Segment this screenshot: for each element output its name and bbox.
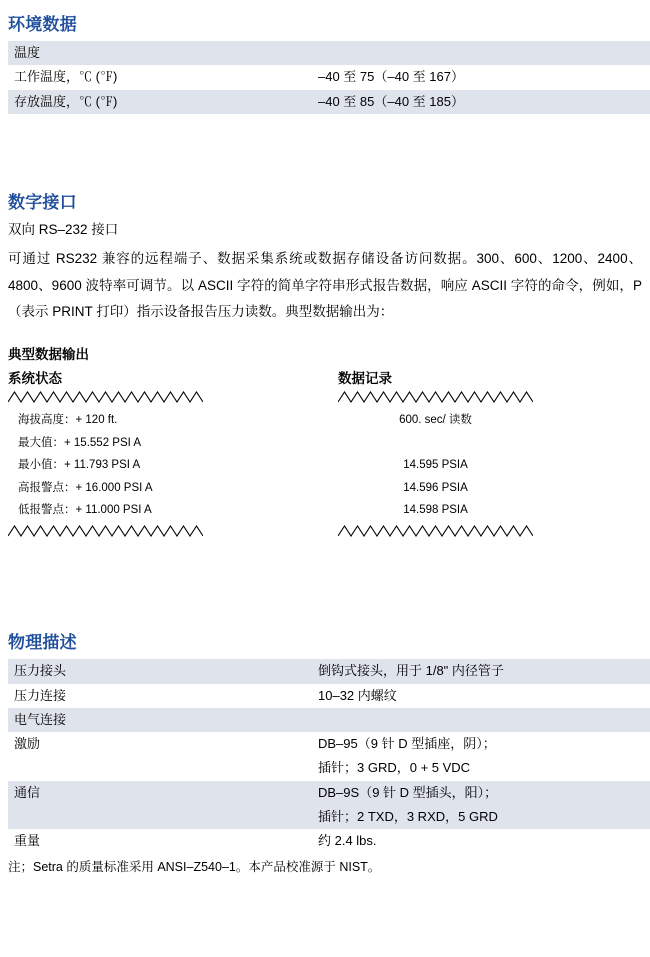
sample-system-status-head: 系统状态: [8, 371, 62, 387]
sample-line: 最大值：+ 15.552 PSI A: [18, 436, 142, 449]
row-label: 压力接头: [8, 659, 312, 683]
table-row: [8, 41, 650, 65]
sample-output-title: 典型数据输出: [8, 347, 89, 363]
row-value: 倒钩式接头，用于 1/8" 内径管子: [312, 659, 650, 683]
sample-system-status: [8, 367, 308, 537]
table-row: [8, 65, 650, 89]
row-value: DB–9S（9 针 D 型插头，阳）；: [312, 781, 650, 805]
zigzag-top-left-icon: [8, 391, 203, 403]
sample-line: 14.596 PSIA: [403, 481, 468, 494]
table-row: [8, 684, 650, 708]
row-value: [312, 41, 650, 65]
table-row: [8, 781, 650, 805]
physical-table: [8, 659, 650, 853]
row-value: 插针；2 TXD，3 RXD，5 GRD: [312, 805, 650, 829]
zigzag-bottom-right-icon: [338, 525, 533, 537]
environmental-section-title: 环境数据: [8, 15, 77, 34]
sample-system-status-lines: [8, 403, 203, 525]
sample-line: 14.595 PSIA: [403, 459, 468, 472]
row-label: 通信: [8, 781, 312, 805]
section-spacer: [8, 552, 642, 628]
section-spacer: [8, 114, 642, 188]
row-value: 插针；3 GRD，0 + 5 VDC: [312, 756, 650, 780]
row-label: [8, 756, 312, 780]
digital-paragraph: 可通过 RS232 兼容的远程端子、数据采集系统或数据存储设备访问数据。300、600、1200、2400、4800、9600 波特率可调节。以 ASCII 字符的简单字符串形式报告数据，响应 ASCII 字符的命令，例如，P（表示 PRINT 打印）指示设备报告压力读数。典型数据输出为：: [8, 251, 642, 319]
sample-line: 600. sec/ 读数: [399, 414, 472, 427]
sample-data-log-head: 数据记录: [338, 371, 392, 387]
table-row: [8, 805, 650, 829]
sample-line: 最小值：+ 11.793 PSI A: [18, 459, 141, 472]
sample-data-log-lines: [338, 403, 533, 525]
sample-line: 低报警点：+ 11.000 PSI A: [18, 503, 152, 516]
row-label: 存放温度，℃ (℉): [8, 90, 312, 114]
table-row: [8, 756, 650, 780]
row-label: 激励: [8, 732, 312, 756]
physical-note: 注；Setra 的质量标准采用 ANSI–Z540–1。本产品校准源于 NIST。: [8, 860, 381, 875]
table-row: [8, 90, 650, 114]
row-label: 电气连接: [8, 708, 312, 732]
row-value: 10–32 内螺纹: [312, 684, 650, 708]
row-label: [8, 805, 312, 829]
physical-section-title: 物理描述: [8, 633, 77, 653]
row-value: 约 2.4 lbs.: [312, 829, 650, 853]
row-label: 温度: [8, 41, 312, 65]
table-row: [8, 708, 650, 732]
zigzag-top-right-icon: [338, 391, 533, 403]
sample-data-log: [338, 367, 638, 537]
sample-line: 海拔高度：+ 120 ft.: [18, 414, 118, 427]
row-value: –40 至 75（–40 至 167）: [312, 65, 650, 89]
table-row: [8, 659, 650, 683]
table-row: [8, 732, 650, 756]
sample-output-block: [8, 367, 642, 552]
row-label: 压力连接: [8, 684, 312, 708]
environmental-table: [8, 41, 650, 114]
sample-line: 14.598 PSIA: [403, 503, 468, 516]
digital-section-title: 数字接口: [8, 192, 77, 212]
digital-subtitle: 双向 RS–232 接口: [8, 221, 119, 237]
spacer: [8, 325, 642, 343]
sample-line: 高报警点：+ 16.000 PSI A: [18, 481, 153, 494]
row-label: 工作温度，℃ (℉): [8, 65, 312, 89]
zigzag-bottom-left-icon: [8, 525, 203, 537]
row-label: 重量: [8, 829, 312, 853]
row-value: –40 至 85（–40 至 185）: [312, 90, 650, 114]
row-value: [312, 708, 650, 732]
row-value: DB–95（9 针 D 型插座，阴）；: [312, 732, 650, 756]
table-row: [8, 829, 650, 853]
